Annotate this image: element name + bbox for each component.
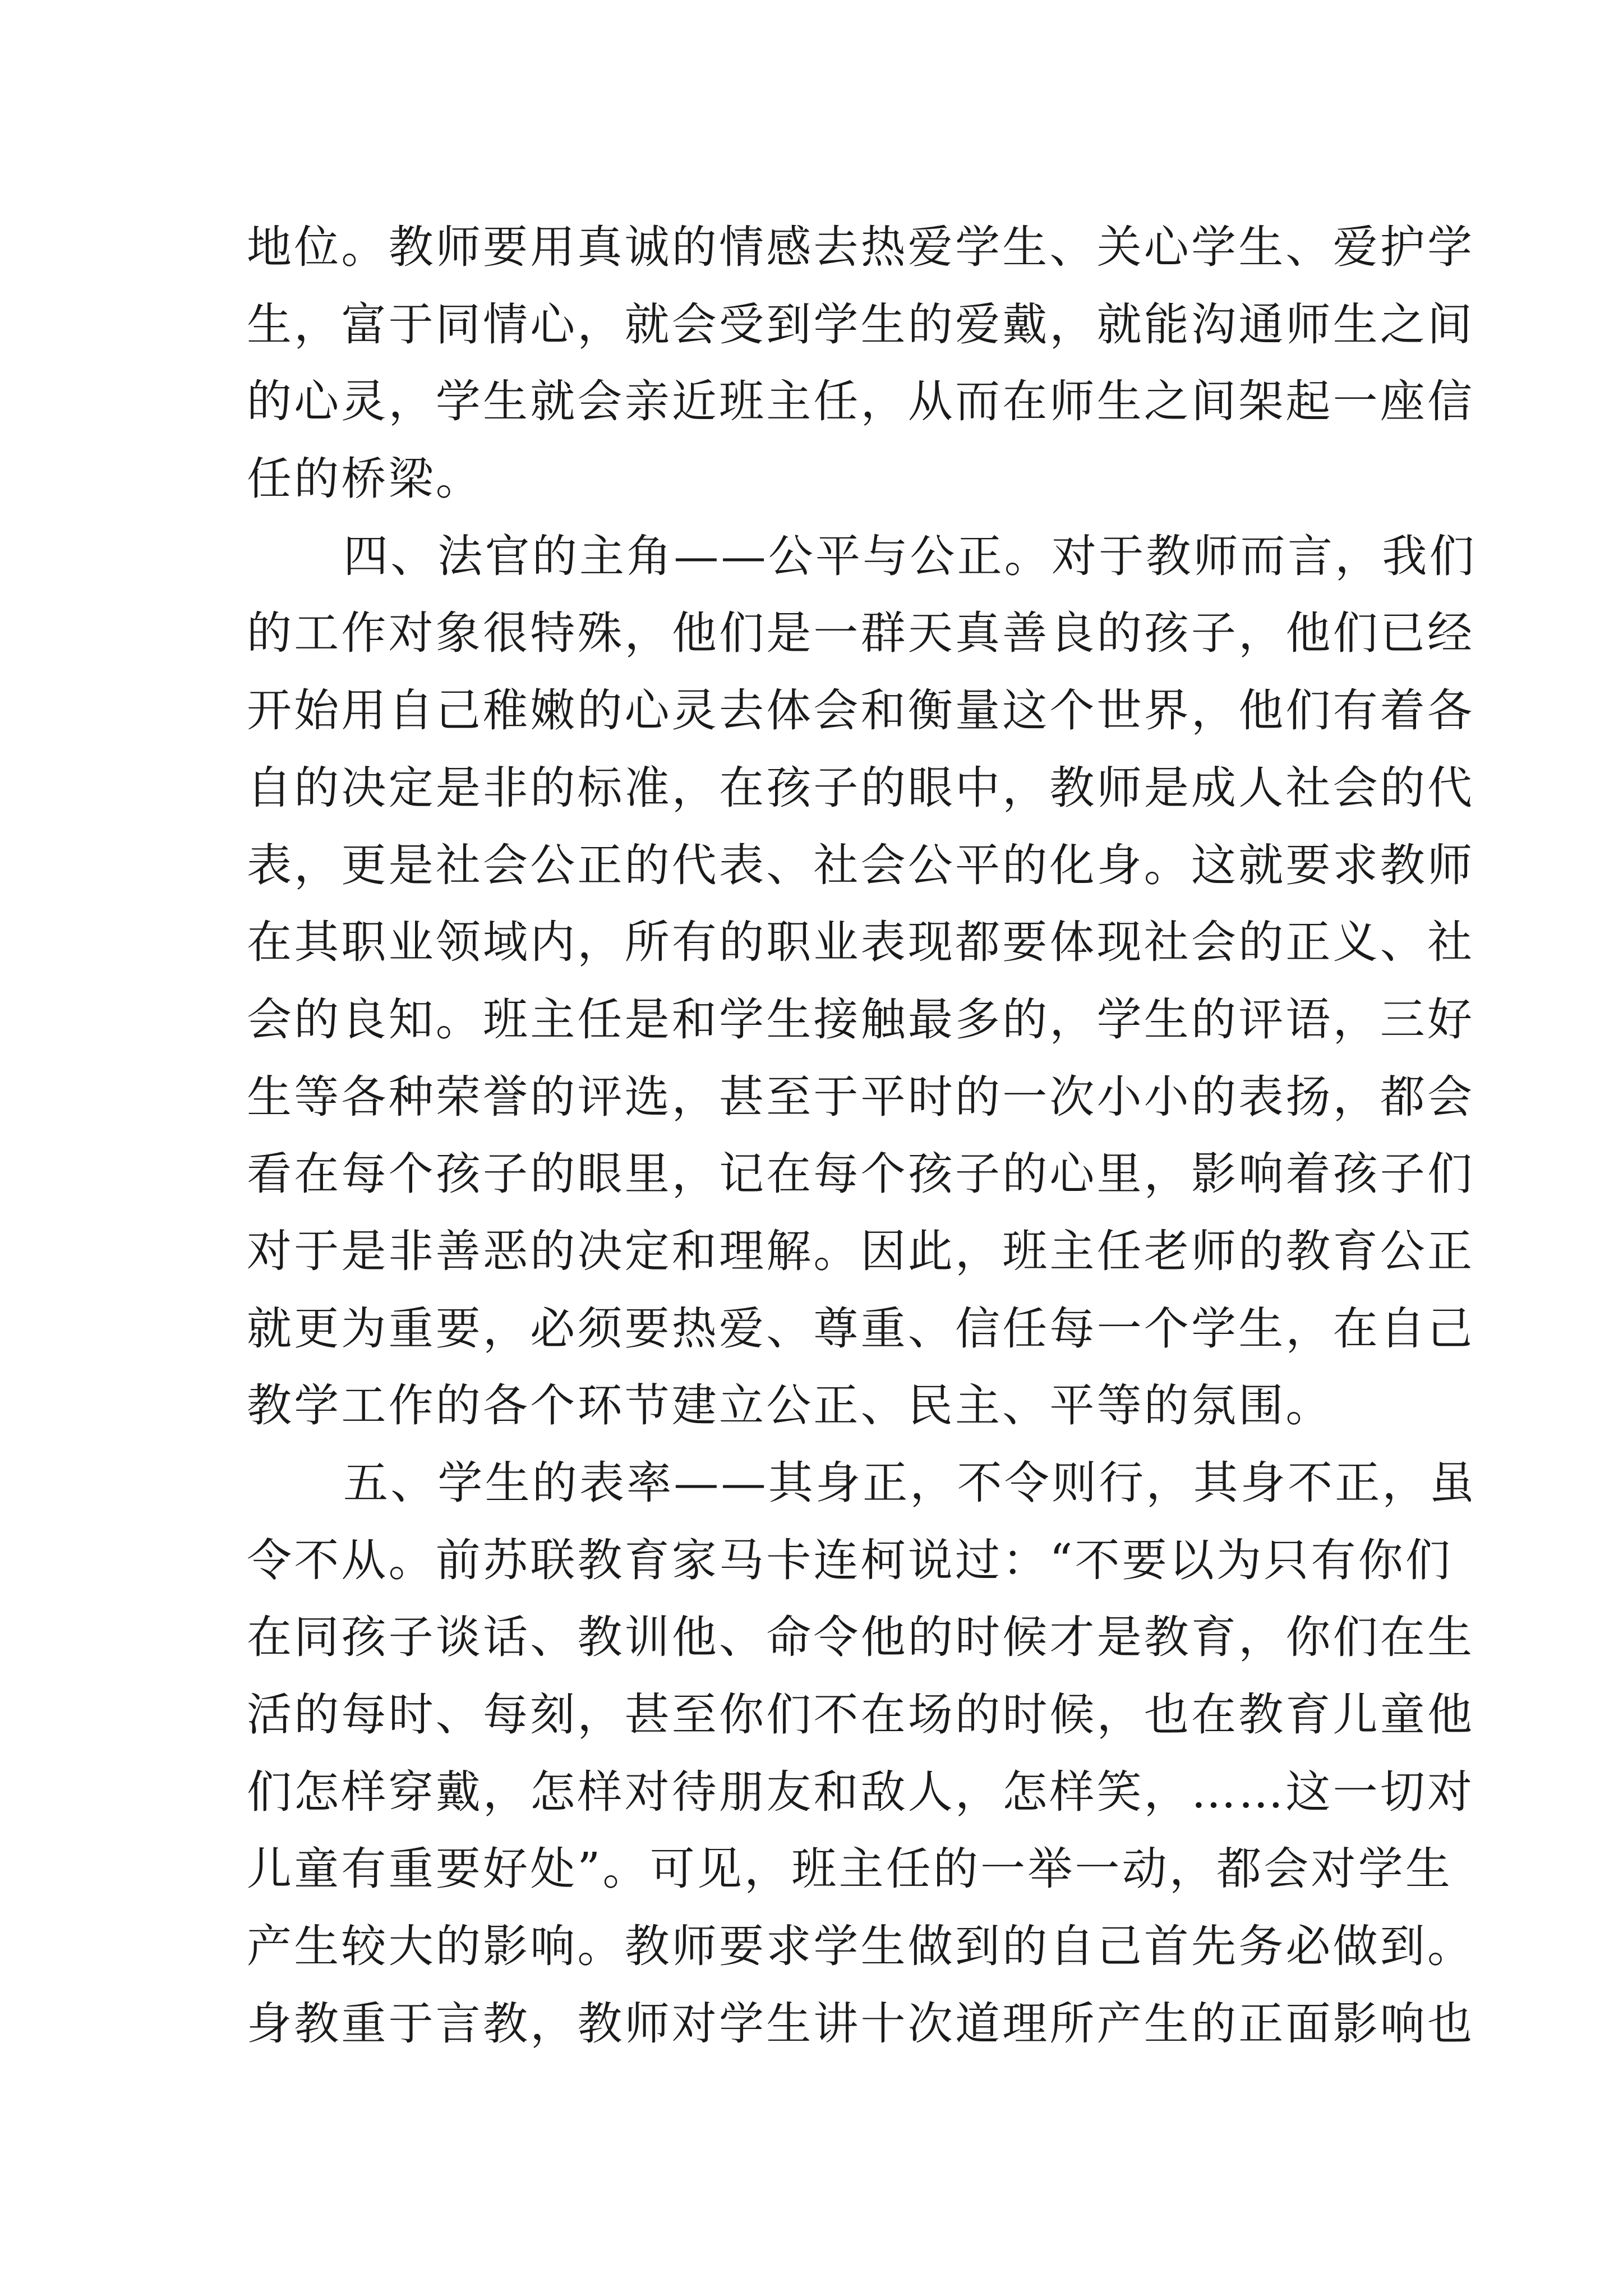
text-line: 产生较大的影响。教师要求学生做到的自己首先务必做到。 <box>247 1920 1475 1973</box>
text-line: 地位。教师要用真诚的情感去热爱学生、关心学生、爱护学 <box>247 221 1475 273</box>
text-line: 看在每个孩子的眼里，记在每个孩子的心里，影响着孩子们 <box>247 1148 1475 1200</box>
text-line: 在同孩子谈话、教训他、命令他的时候才是教育，你们在生 <box>247 1611 1475 1664</box>
text-line: 教学工作的各个环节建立公正、民主、平等的氛围。 <box>247 1379 1333 1432</box>
text-line: 生，富于同情心，就会受到学生的爱戴，就能沟通师生之间 <box>247 298 1475 351</box>
paragraph-start-line: 四、法官的主角——公平与公正。对于教师而言，我们 <box>343 530 1477 582</box>
text-line: 会的良知。班主任是和学生接触最多的，学生的评语，三好 <box>247 993 1475 1046</box>
text-line: 的心灵，学生就会亲近班主任，从而在师生之间架起一座信 <box>247 375 1475 428</box>
text-line: 表，更是社会公正的代表、社会公平的化身。这就要求教师 <box>247 839 1475 891</box>
text-line: 自的决定是非的标准，在孩子的眼中，教师是成人社会的代 <box>247 761 1475 814</box>
text-line: 活的每时、每刻，甚至你们不在场的时候，也在教育儿童他 <box>247 1688 1475 1741</box>
text-line: 生等各种荣誉的评选，甚至于平时的一次小小的表扬，都会 <box>247 1070 1475 1123</box>
text-line: 令不从。前苏联教育家马卡连柯说过：“不要以为只有你们 <box>247 1534 1453 1586</box>
text-line: 对于是非善恶的决定和理解。因此，班主任老师的教育公正 <box>247 1225 1475 1277</box>
text-line: 们怎样穿戴，怎样对待朋友和敌人，怎样笑，……这一切对 <box>247 1765 1475 1818</box>
body-text <box>247 209 1477 2063</box>
text-line: 身教重于言教，教师对学生讲十次道理所产生的正面影响也 <box>247 1997 1475 2050</box>
text-line: 就更为重要，必须要热爱、尊重、信任每一个学生，在自己 <box>247 1302 1475 1355</box>
text-line: 开始用自己稚嫩的心灵去体会和衡量这个世界，他们有着各 <box>247 684 1475 737</box>
text-line: 在其职业领域内，所有的职业表现都要体现社会的正义、社 <box>247 916 1475 969</box>
paragraph-start-line: 五、学生的表率——其身正，不令则行，其身不正，虽 <box>343 1457 1477 1509</box>
text-line: 儿童有重要好处”。可见，班主任的一举一动，都会对学生 <box>247 1843 1453 1895</box>
text-line: 任的桥梁。 <box>247 453 483 505</box>
text-line: 的工作对象很特殊，他们是一群天真善良的孩子，他们已经 <box>247 607 1475 660</box>
